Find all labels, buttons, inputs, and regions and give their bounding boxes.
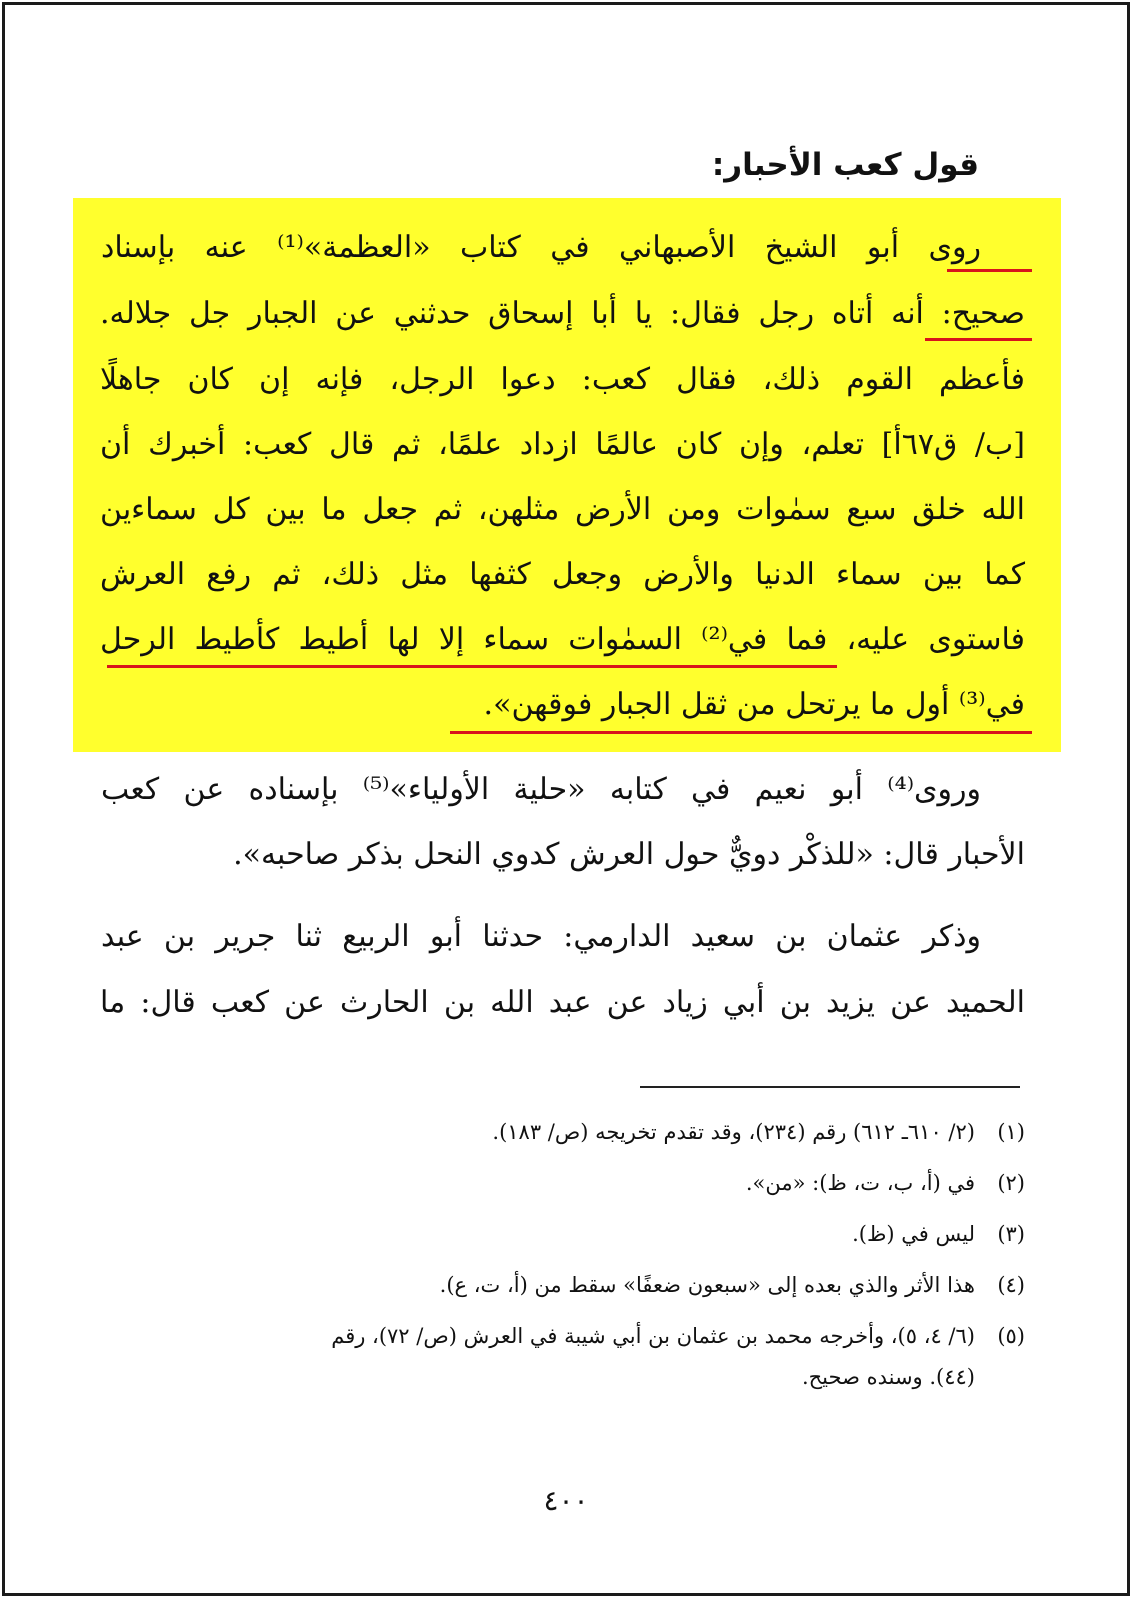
page-number: ٤٠٠	[543, 1484, 589, 1517]
paragraph-3-line-2: الحميد عن يزيد بن أبي زياد عن عبد الله بن الحارث عن كعب قال: ما	[100, 985, 1025, 1020]
footnote-number: (٥)	[997, 1324, 1025, 1348]
yellow-highlight	[73, 198, 1061, 752]
passage-line-6: كما بين سماء الدنيا والأرض وجعل كثفها مثل ذلك، ثم رفع العرش	[100, 557, 1025, 592]
footnote-text: (٢/ ٦١٠ـ ٦١٢) رقم (٢٣٤)، وقد تقدم تخريجه (ص/ ١٨٣).	[492, 1120, 975, 1144]
document-page	[2, 2, 1130, 1596]
footnote-2	[100, 1168, 1025, 1198]
underline-mark	[107, 665, 837, 668]
passage-line-2: صحيح: أنه أتاه رجل فقال: يا أبا إسحاق حدثني عن الجبار جل جلاله.	[100, 296, 1025, 331]
footnote-number: (١)	[997, 1120, 1025, 1144]
underline-mark	[925, 338, 1032, 341]
footnote-number: (٤)	[997, 1273, 1025, 1297]
underline-mark	[947, 269, 1032, 272]
passage-line-4: [ب/ ق٦٧أ] تعلم، وإن كان عالمًا ازداد علمًا، ثم قال كعب: أخبرك أن	[100, 427, 1025, 462]
passage-line-8: في⁽³⁾ أول ما يرتحل من ثقل الجبار فوقهن».	[483, 687, 1025, 722]
footnote-1	[100, 1117, 1025, 1147]
paragraph-2-line-1: وروى⁽⁴⁾ أبو نعيم في كتابه «حلية الأولياء»⁽⁵⁾ بإسناده عن كعب	[101, 772, 981, 807]
passage-line-3: فأعظم القوم ذلك، فقال كعب: دعوا الرجل، فإنه إن كان جاهلًا	[100, 362, 1025, 397]
footnote-5	[100, 1321, 1025, 1351]
footnote-separator	[640, 1086, 1020, 1088]
paragraph-2-line-2: الأحبار قال: «للذكْر دويٌّ حول العرش كدوي النحل بذكر صاحبه».	[233, 837, 1025, 872]
section-heading: قول كعب الأحبار:	[711, 147, 979, 183]
footnote-number: (٢)	[997, 1171, 1025, 1195]
underline-mark	[450, 731, 1032, 734]
passage-line-7: فاستوى عليه، فما في⁽²⁾ السمٰوات سماء إلا لها أطيط كأطيط الرحل	[100, 622, 1025, 657]
footnote-3	[100, 1219, 1025, 1249]
footnote-text: هذا الأثر والذي بعده إلى «سبعون ضعفًا» سقط من (أ، ت، ع).	[439, 1273, 975, 1297]
passage-line-5: الله خلق سبع سمٰوات ومن الأرض مثلهن، ثم جعل ما بين كل سماءين	[100, 492, 1025, 527]
passage-line-1: روى أبو الشيخ الأصبهاني في كتاب «العظمة»⁽¹⁾ عنه بإسناد	[101, 230, 981, 265]
paragraph-3-line-1: وذكر عثمان بن سعيد الدارمي: حدثنا أبو الربيع ثنا جرير بن عبد	[101, 919, 981, 954]
footnote-text: ليس في (ظ).	[852, 1222, 975, 1246]
footnote-5-continuation: (٤٤). وسنده صحيح.	[801, 1365, 975, 1389]
footnote-text: في (أ، ب، ت، ظ): «من».	[745, 1171, 975, 1195]
footnote-text: (٦/ ٤، ٥)، وأخرجه محمد بن عثمان بن أبي شيبة في العرش (ص/ ٧٢)، رقم	[331, 1324, 975, 1348]
footnote-number: (٣)	[997, 1222, 1025, 1246]
footnote-4	[100, 1270, 1025, 1300]
